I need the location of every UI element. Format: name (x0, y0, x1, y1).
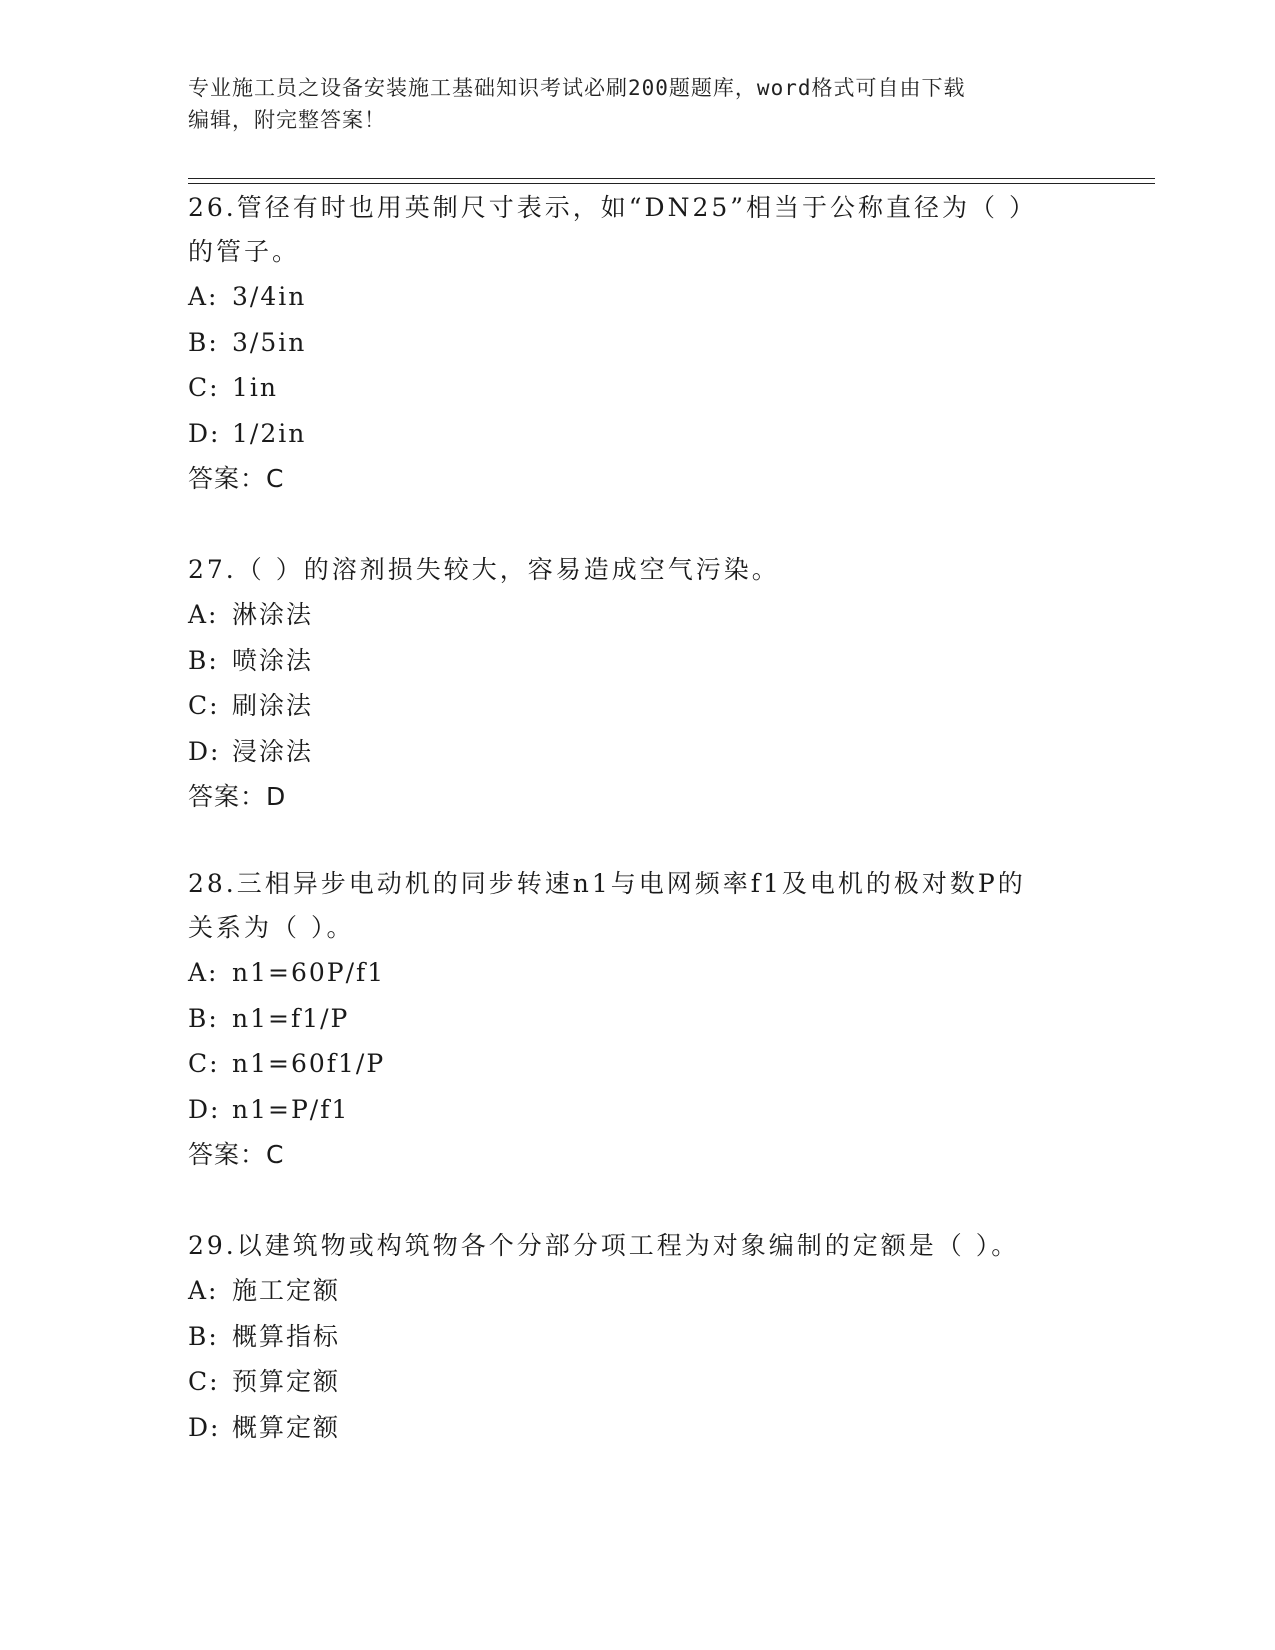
document-header (188, 72, 1068, 136)
question-stem-continued: 关系为（ ）。 (188, 913, 355, 942)
option-b (188, 996, 1088, 1042)
question-stem-continued: 的管子。 (188, 237, 301, 266)
option-text: 喷涂法 (232, 645, 314, 675)
option-text: 1in (232, 373, 279, 402)
option-letter: A: (188, 282, 219, 311)
option-text: 3/4in (232, 282, 307, 311)
option-c (188, 683, 1088, 729)
option-c (188, 1041, 1088, 1087)
option-a (188, 950, 1088, 996)
option-d (188, 411, 1088, 457)
option-text: 施工定额 (232, 1276, 341, 1305)
option-letter: D: (188, 1412, 221, 1442)
option-letter: B: (188, 1003, 219, 1033)
option-letter: D: (188, 1094, 221, 1124)
option-b (188, 320, 1088, 366)
question-27 (188, 548, 1088, 820)
question-28 (188, 862, 1088, 1178)
option-letter: A: (188, 600, 219, 629)
option-text: 浸涂法 (232, 736, 314, 766)
header-divider-bottom (188, 183, 1155, 184)
question-stem: 28.三相异步电动机的同步转速n1与电网频率f1及电机的极对数P的 (188, 869, 1026, 898)
answer: 答案：D (188, 782, 287, 811)
option-letter: B: (188, 327, 219, 357)
option-text: n1=60P/f1 (232, 958, 386, 987)
option-text: 淋涂法 (232, 600, 314, 629)
option-c (188, 365, 1088, 411)
option-letter: C: (188, 373, 220, 402)
option-a (188, 592, 1088, 638)
option-b (188, 638, 1088, 684)
answer: 答案：C (188, 1140, 285, 1169)
option-letter: D: (188, 736, 221, 766)
option-text: n1=f1/P (232, 1003, 350, 1033)
question-stem: 26.管径有时也用英制尺寸表示，如“DN25”相当于公称直径为（ ） (188, 193, 1037, 222)
option-a (188, 274, 1088, 320)
header-line-1: 专业施工员之设备安装施工基础知识考试必刷200题题库，word格式可自由下载 (188, 76, 966, 100)
answer: 答案：C (188, 464, 285, 493)
option-letter: C: (188, 1049, 220, 1078)
question-29 (188, 1224, 1088, 1450)
option-letter: C: (188, 1367, 220, 1396)
option-text: 概算定额 (232, 1412, 341, 1442)
option-letter: C: (188, 691, 220, 720)
option-text: 刷涂法 (232, 691, 314, 720)
option-letter: D: (188, 418, 221, 448)
option-text: 概算指标 (232, 1321, 341, 1351)
option-text: 1/2in (232, 418, 307, 448)
option-letter: B: (188, 645, 219, 675)
question-stem: 27.（ ）的溶剂损失较大，容易造成空气污染。 (188, 555, 780, 584)
option-text: n1=60f1/P (232, 1049, 386, 1078)
option-text: 3/5in (232, 327, 307, 357)
question-stem: 29.以建筑物或构筑物各个分部分项工程为对象编制的定额是（ ）。 (188, 1231, 1020, 1260)
option-c (188, 1359, 1088, 1405)
option-d (188, 1405, 1088, 1451)
option-letter: B: (188, 1321, 219, 1351)
header-line-2: 编辑，附完整答案！ (188, 108, 386, 132)
option-letter: A: (188, 1276, 219, 1305)
header-divider-top (188, 178, 1155, 179)
option-letter: A: (188, 958, 219, 987)
option-text: n1=P/f1 (232, 1094, 350, 1124)
option-d (188, 729, 1088, 775)
question-26 (188, 186, 1088, 502)
option-d (188, 1087, 1088, 1133)
option-a (188, 1268, 1088, 1314)
option-b (188, 1314, 1088, 1360)
option-text: 预算定额 (232, 1367, 341, 1396)
